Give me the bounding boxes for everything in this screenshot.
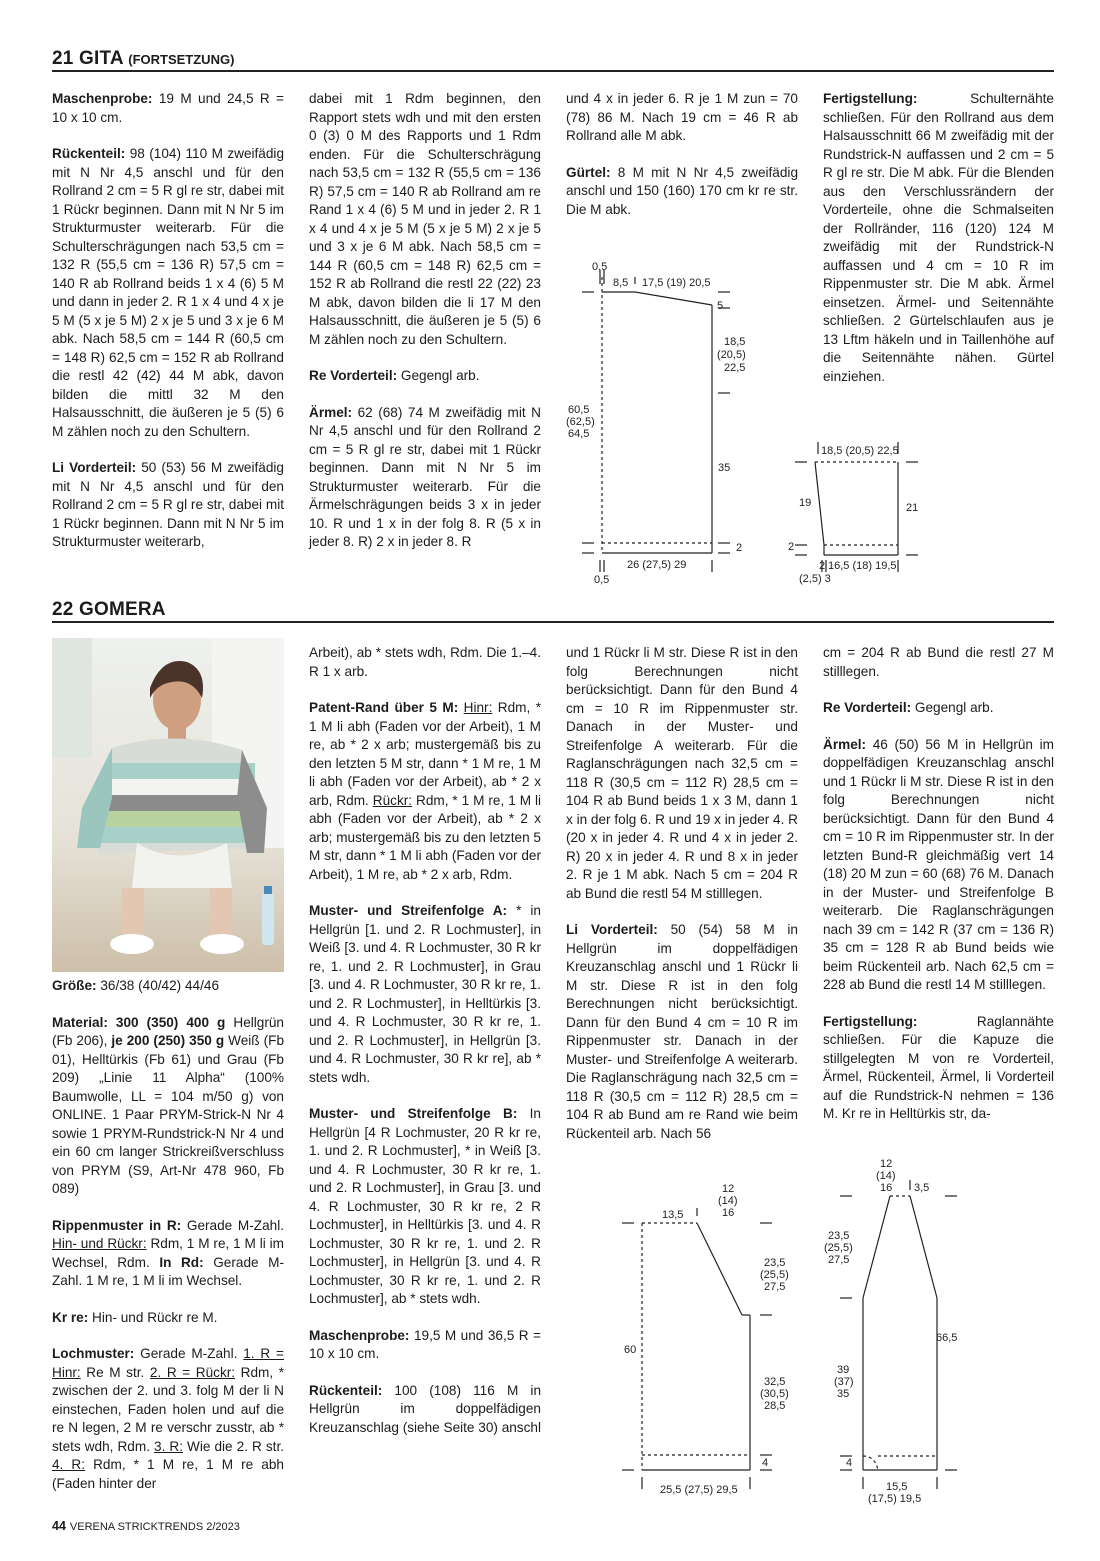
dim-height-2: (62,5) bbox=[566, 416, 595, 428]
dim-top-1: 12 bbox=[722, 1183, 735, 1195]
gita-column-2: dabei mit 1 Rdm beginnen, den Rapport stets wdh und mit den ersten 0 (3) 0 M des Rapports und 1 Rdm enden. Für die Schulterschrägung nach 53,5 cm = 132 R (55,5 cm = 136 R) 57,5 cm = 140 R ab Rollrand am re Rand 1 x 4 (6) 5 M und in jeder 2. R 1 x 4 und 4 x je 5 M (5 x je 5 M) 2 x je 5 und 3 x je 6 M abk. Nach 58,5 cm = 144 R (60,5 cm = 148 R) 62,5 cm = 152 R ab Rollrand die restl 22 (22) 23 M abk, davon bilden die li 17 M den Halsausschnitt, die äußeren je 5 (5) 6 M zählen noch zu den Schultern. Re Vorderteil: Gegengl arb. Ärmel: 62 (68) 74 M zweifädig mit N Nr 4,5 anschl und für den Rollrand 2 cm = 5 R gl re str, dabei mit 1 Rückr beginnen. Dann mit N Nr 5 im Strukturmuster weiterarb. Für die Ärmelschrägungen beids 3 x in jeder 10. R und 1 x in der folg 8. R (5 x in jeder 8. R) 2 x in jeder 8. R bbox=[309, 91, 541, 549]
dim-raglan-3: 27,5 bbox=[764, 1281, 786, 1293]
dim-side: 35 bbox=[718, 462, 731, 474]
section-rule bbox=[52, 70, 1054, 72]
dim-raglan-2: (25,5) bbox=[760, 1269, 789, 1281]
magazine-name: VERENA STRICKTRENDS 2/2023 bbox=[69, 1521, 240, 1533]
dim-armhole-1: 18,5 bbox=[724, 336, 746, 348]
sleeve-top-2: (14) bbox=[876, 1170, 896, 1182]
sleeve-raglan-1: 23,5 bbox=[828, 1230, 850, 1242]
gomera-sleeve-schematic bbox=[820, 1150, 980, 1510]
sleeve-width-2: (17,5) 19,5 bbox=[868, 1493, 922, 1505]
dim-slope: 5 bbox=[717, 300, 724, 312]
gita-column-1: Maschenprobe: 19 M und 24,5 R = 10 x 10 cm. Rückenteil: 98 (104) 110 M zweifädig mit N Nr 4,5 anschl und für den Rollrand 2 cm = 5 R gl re str, dabei mit 1 Rückr beginnen. Dann mit N Nr 5 im Strukturmuster weiterarb. Für die Schulterschrägungen nach 53,5 cm = 132 R (55,5 cm = 136 R) 57,5 cm = 140 R ab Rollrand beids 1 x 4 (6) 5 M und dann in jeder 2. R 1 x 4 und 4 x je 5 M (5 x je 5 M) 2 x je 5 und 3 x je 6 M abk. Nach 58,5 cm = 144 R (60,5 cm = 148 R) 62,5 cm = 152 R ab Rollrand die restl 42 (42) 44 M abk, davon bilden die mittl 32 M den Halsausschnitt, die äußeren je 5 (5) 6 M zählen noch zu den Schultern. Li Vorderteil: 50 (53) 56 M zweifädig mit N Nr 4,5 anschl und für den Rollrand 2 cm = 5 R gl re str, dabei mit 1 Rückr beginnen. Dann mit N Nr 5 im Strukturmuster weiterarb, bbox=[52, 91, 284, 549]
dim-width: 26 (27,5) 29 bbox=[627, 559, 687, 571]
gomera-column-1: Größe: 36/38 (40/42) 44/46 Material: 300 (350) 400 g Hellgrün (Fb 206), je 200 (250) 350 g Weiß (Fb 01), Helltürkis (Fb 61) und Grau (Fb 209) „Linie 11 Alpha“ (100% Baumwolle, LL = 104 m/50 g) von ONLINE. 1 Paar PRYM-Strick-N Nr 4 sowie 1 PRYM-Rundstrick-N Nr 4 und ein 60 cm langer Strickreißverschluss von PRYM (S9, Art-Nr 478 960, Fb 089) Rippenmuster in R: Gerade M-Zahl. Hin- und Rückr: Rdm, 1 M re, 1 M li im Wechsel, Rdm. In Rd: Gerade M-Zahl. 1 M re, 1 M li im Wechsel. Kr re: Hin- und Rückr re M. Lochmuster: Gerade M-Zahl. 1. R = Hinr: Re M str. 2. R = Rückr: Rdm, * zwischen der 2. und 3. folg M der li N einstechen, Faden holen und auf die re N legen, 2 M re verschr zusstr, ab * stets wdh, Rdm. 3. R: Wie die 2. R str. 4. R: Rdm, * 1 M re, 1 M re abh (Faden hinter der bbox=[52, 978, 285, 1491]
dim-bottom-small: 0,5 bbox=[594, 574, 610, 586]
sleeve-bottom-pre: 2 bbox=[819, 560, 826, 572]
gita-column-4: Fertigstellung: Schulternähte schließen. Für den Rollrand aus dem Halsausschnitt 66 M zweifädig mit der Rundstrick-N auffassen und 2 cm = 5 R gl re str. Die M abk. Für die Blenden aus den Verschlussrändern der Vorderteile, ohne die Schmalseiten der Rollränder, 116 (120) 124 M zweifädig mit der Rundstrick-N auffassen und 4 cm = 10 R im Rippenmuster str. Die M abk. Ärmel einsetzen. Ärmel- und Seitennähte schließen. 2 Gürtelschlaufen aus je 13 Lftm häkeln und in Taillenhöhe auf die Seitennähte nähen. Gürtel einziehen. bbox=[823, 91, 1054, 384]
gomera-column-3: und 1 Rückr li M str. Diese R ist in den folg Berechnungen nicht berücksichtigt. Dann für den Bund 4 cm = 10 R im Rippenmuster str. Danach in der Muster- und Streifenfolge A weiterarb. Für die Raglanschrägungen nach 32,5 cm = 118 R (30,5 cm = 112 R) 28,5 cm = 104 R ab Bund beids 1 x 3 M, dann 1 x in der folg 6. R und 19 x in jeder 4. R (20 x in jeder 4. R und 4 x in jeder 2. R) 20 x in jeder 4. R und 8 x in jeder 2. R je 1 M abk. Nach 5 cm = 204 R ab Bund die restl 54 M stilllegen. Li Vorderteil: 50 (54) 58 M in Hellgrün im doppelfädigen Kreuzanschlag anschl und 1 Rückr li M str. Diese R ist in den folg Berechnungen nicht berücksichtigt. Dann für den Bund 4 cm = 10 R im Rippenmuster str. Danach in der Muster- und Streifenfolge A weiterarb. Die Raglanschrägung nach 32,5 cm = 118 R (30,5 cm = 112 R) 28,5 cm = 104 R ab Bund am re Rand wie beim Rückenteil arb. Nach 56 bbox=[566, 645, 798, 1141]
section-rule bbox=[52, 621, 1054, 623]
dim-top-small: 0,5 bbox=[592, 261, 608, 273]
page-footer bbox=[52, 1519, 240, 1533]
dim-rib: 4 bbox=[762, 1457, 769, 1469]
sleeve-left: 19 bbox=[799, 497, 812, 509]
dim-shoulder: 17,5 (19) 20,5 bbox=[642, 277, 711, 289]
section-title: 21 GITA bbox=[52, 48, 124, 69]
sleeve-bottom-small: (2,5) 3 bbox=[799, 573, 831, 585]
dim-armhole-2: (20,5) bbox=[717, 349, 746, 361]
dim-width: 25,5 (27,5) 29,5 bbox=[660, 1484, 738, 1496]
dim-side-2: (30,5) bbox=[760, 1388, 789, 1400]
sleeve-side-2: (37) bbox=[834, 1376, 854, 1388]
sleeve-rib: 2 bbox=[788, 541, 795, 553]
model-photo bbox=[52, 638, 284, 972]
dim-armhole-3: 22,5 bbox=[724, 362, 746, 374]
dim-neck: 8,5 bbox=[613, 277, 629, 289]
gomera-body-schematic bbox=[610, 1175, 810, 1510]
section-header-gita bbox=[52, 48, 1054, 70]
sleeve-raglan-2: (25,5) bbox=[824, 1242, 853, 1254]
section-subtitle: (FORTSETZUNG) bbox=[128, 52, 235, 67]
gita-sleeve-schematic bbox=[785, 430, 935, 590]
page-number: 44 bbox=[52, 1519, 66, 1533]
sleeve-top-1: 12 bbox=[880, 1158, 893, 1170]
section-title: 22 GOMERA bbox=[52, 599, 166, 620]
dim-height-3: 64,5 bbox=[568, 428, 590, 440]
dim-side-3: 28,5 bbox=[764, 1400, 786, 1412]
dim-raglan-1: 23,5 bbox=[764, 1257, 786, 1269]
sleeve-width-1: 15,5 bbox=[886, 1481, 908, 1493]
sleeve-side-3: 35 bbox=[837, 1388, 850, 1400]
dim-top-3: 16 bbox=[722, 1207, 735, 1219]
gomera-column-2: Arbeit), ab * stets wdh, Rdm. Die 1.–4. R 1 x arb. Patent-Rand über 5 M: Hinr: Rdm, * 1 M li abh (Faden vor der Arbeit), 1 M re, ab * 2 x arb; mustergemäß bis zu den letzten 5 M str, dann * 1 M re, 1 M li abh (Faden vor der Arbeit), ab * 2 x arb, Rdm. Rückr: Rdm, * 1 M re, 1 M li abh (Faden vor der Arbeit), ab * 2 x arb; mustergemäß bis zu den letzten 5 M str, dann * 1 M li abh (Faden vor der Arbeit), 1 M re, ab * 2 x arb, Rdm. Muster- und Streifenfolge A: * in Hellgrün [1. und 2. R Lochmuster], in Weiß [3. und 4. R Lochmuster, 30 R kr re, 1. und 2. R Lochmuster], in Grau [3. und 4. R Lochmuster, 30 R kr re, 1. und 2. R Lochmuster], in Helltürkis [3. und 4. R Lochmuster, 30 R kr re, 1. und 2. R Lochmuster], in Hellgrün [3. und 4. R Lochmuster, 30 R kr re], ab * stets wdh. Muster- und Streifenfolge B: In Hellgrün [4 R Lochmuster, 20 R kr re, 1. und 2. R Lochmuster], * in Weiß [3. und 4. R Lochmuster, 30 R kr re, 1. und 2. R Lochmuster], in Grau [3. und 4. R Lochmuster, 30 R kr re, 2 R Lochmuster], in Helltürkis [3. und 4. R Lochmuster, 30 R kr re, 1. und 2. R Lochmuster], in Hellgrün [3. und 4. R Lochmuster, 30 R kr re, 1. und 2. R Lochmuster], ab * stets wdh. Maschenprobe: 19,5 M und 36,5 R = 10 x 10 cm. Rückenteil: 100 (108) 116 M in Hellgrün im doppelfädigen Kreuzanschlag (siehe Seite 30) anschl bbox=[309, 645, 541, 1435]
dim-neck: 13,5 bbox=[662, 1209, 684, 1221]
sleeve-top: 18,5 (20,5) 22,5 bbox=[821, 445, 899, 457]
gita-body-schematic bbox=[560, 250, 810, 590]
dim-height: 60 bbox=[624, 1344, 637, 1356]
sleeve-raglan-3: 27,5 bbox=[828, 1254, 850, 1266]
dim-side-1: 32,5 bbox=[764, 1376, 786, 1388]
sleeve-top-small: 3,5 bbox=[914, 1182, 930, 1194]
dim-height-1: 60,5 bbox=[568, 404, 590, 416]
sleeve-bottom: 16,5 (18) 19,5 bbox=[828, 560, 897, 572]
dim-top-2: (14) bbox=[718, 1195, 738, 1207]
section-header-gomera bbox=[52, 599, 1054, 621]
sleeve-side-1: 39 bbox=[837, 1364, 850, 1376]
sleeve-rib: 4 bbox=[846, 1457, 853, 1469]
dim-rib: 2 bbox=[736, 542, 743, 554]
sleeve-right: 21 bbox=[906, 502, 919, 514]
gomera-column-4: cm = 204 R ab Bund die restl 27 M stilllegen. Re Vorderteil: Gegengl arb. Ärmel: 46 (50) 56 M in Hellgrün im doppelfädigen Kreuzanschlag anschl und 1 Rückr li M str. Diese R ist in den folg Berechnungen nicht berücksichtigt. Dann für den Bund 4 cm = 10 R im Rippenmuster str. In der letzten Bund-R gleichmäßig vert 14 (18) 20 M zun = 60 (68) 76 M. Danach in der Muster- und Streifenfolge B weiterarb. Die Raglanschrägungen nach 39 cm = 142 R (37 cm = 136 R) 35 cm = 128 R ab Bund beids wie beim Rückenteil arb. Nach 62,5 cm = 228 ab Bund die restl 14 M stilllegen. Fertigstellung: Raglannähte schließen. Für die Kapuze die stillgelegten M von re Vorderteil, Ärmel, Rückenteil, Ärmel, li Vorderteil auf die Rundstrick-N nehmen = 136 M. Kr re in Helltürkis str, da- bbox=[823, 645, 1054, 1121]
gita-column-3: und 4 x in jeder 6. R je 1 M zun = 70 (78) 86 M. Nach 19 cm = 46 R ab Rollrand alle M abk. Gürtel: 8 M mit N Nr 4,5 zweifädig anschl und 150 (160) 170 cm kr re str. Die M abk. bbox=[566, 91, 798, 217]
sleeve-top-3: 16 bbox=[880, 1182, 893, 1194]
sleeve-total: 66,5 bbox=[936, 1332, 958, 1344]
